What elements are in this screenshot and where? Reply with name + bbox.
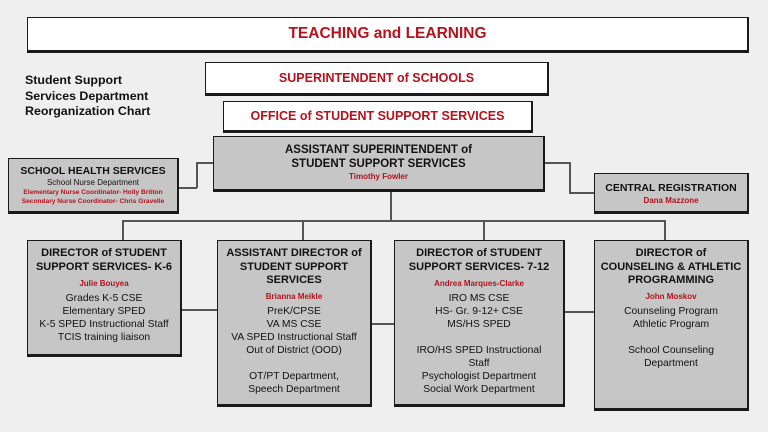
responsibility-item: Speech Department xyxy=(248,383,340,395)
responsibility-item: Psychologist Department xyxy=(421,371,537,382)
central-registration-box xyxy=(594,173,749,214)
connector-line xyxy=(196,162,213,164)
connector-line xyxy=(122,220,665,222)
central-registration-name: Dana Mazzone xyxy=(643,196,699,205)
teaching-learning-box xyxy=(27,17,749,53)
director-7-12-box xyxy=(394,240,565,407)
superintendent-box xyxy=(205,62,549,96)
responsibility-item: HS- Gr. 9-12+ CSE xyxy=(435,306,523,317)
director-name: Julie Bouyea xyxy=(79,279,129,288)
assistant-director-box xyxy=(217,240,372,407)
responsibility-item: VA MS CSE xyxy=(266,318,322,330)
director-name: John Moskov xyxy=(645,291,697,301)
director-title-line: DIRECTOR of STUDENT xyxy=(416,247,542,259)
responsibility-item: OT/PT Department, xyxy=(249,370,339,382)
asst-superintendent-name: Timothy Fowler xyxy=(349,172,408,181)
responsibility-item: K-5 SPED Instructional Staff xyxy=(39,319,169,330)
connector-line xyxy=(664,220,666,240)
office-title: OFFICE of STUDENT SUPPORT SERVICES xyxy=(250,109,505,123)
office-box xyxy=(223,101,533,133)
asst-superintendent-title-line: ASSISTANT SUPERINTENDENT of xyxy=(285,144,472,156)
director-title-line: STUDENT SUPPORT xyxy=(239,260,349,273)
responsibility-item: IRO/HS SPED Instructional xyxy=(416,345,542,356)
connector-line xyxy=(564,311,595,313)
director-name: Brianna Meikle xyxy=(265,291,323,301)
connector-line xyxy=(483,220,485,240)
responsibility-item: Athletic Program xyxy=(632,318,710,330)
asst-superintendent-box xyxy=(213,136,545,192)
director-title-line: ASSISTANT DIRECTOR of xyxy=(226,247,362,259)
director-title-line: PROGRAMMING xyxy=(627,274,715,286)
chart-title-line: Reorganization Chart xyxy=(25,104,151,118)
director-name: Andrea Marques-Clarke xyxy=(434,279,524,288)
responsibility-item: Counseling Program xyxy=(624,305,718,317)
director-title-line: COUNSELING & ATHLETIC xyxy=(600,260,742,273)
teaching-learning-title: TEACHING and LEARNING xyxy=(288,25,487,42)
school-health-title: SCHOOL HEALTH SERVICES xyxy=(20,165,166,177)
asst-superintendent-title-line: STUDENT SUPPORT SERVICES xyxy=(291,158,466,170)
director-title-line: SUPPORT SERVICES- K-6 xyxy=(35,260,173,273)
director-k6-box xyxy=(27,240,182,357)
chart-title-line: Services Department xyxy=(25,88,149,103)
director-counseling-box xyxy=(594,240,749,411)
responsibility-item: Staff xyxy=(468,358,490,369)
connector-line xyxy=(196,162,198,188)
responsibility-item: Social Work Department xyxy=(423,384,535,395)
connector-line xyxy=(181,309,218,311)
connector-line xyxy=(179,187,197,189)
responsibility-item: VA SPED Instructional Staff xyxy=(231,331,357,343)
director-title-line: SERVICES xyxy=(266,274,322,286)
superintendent-title: SUPERINTENDENT of SCHOOLS xyxy=(278,71,475,85)
chart-title-line: Student Support xyxy=(25,73,123,87)
responsibility-item: Elementary SPED xyxy=(62,306,146,317)
connector-line xyxy=(302,220,304,240)
responsibility-item: School Counseling xyxy=(628,344,714,356)
connector-line xyxy=(371,323,395,325)
connector-line xyxy=(569,192,594,194)
school-health-box xyxy=(8,158,179,214)
connector-line xyxy=(390,192,392,221)
responsibility-item: Department xyxy=(644,357,698,369)
connector-line xyxy=(569,162,571,193)
connector-line xyxy=(545,162,570,164)
responsibility-item: Grades K-5 CSE xyxy=(65,293,143,304)
responsibility-item: PreK/CPSE xyxy=(267,305,321,317)
connector-line xyxy=(122,220,124,240)
school-health-staff: Elementary Nurse Coordinator- Holly Britton xyxy=(23,189,163,196)
director-title-line: DIRECTOR of xyxy=(635,247,707,259)
chart-title xyxy=(25,73,150,120)
school-health-subtitle: School Nurse Department xyxy=(46,178,140,187)
school-health-staff: Secondary Nurse Coordinator- Chris Gravelle xyxy=(21,198,165,205)
responsibility-item: Out of District (OOD) xyxy=(246,344,342,356)
responsibility-item: TCIS training liaison xyxy=(57,332,151,343)
central-registration-title: CENTRAL REGISTRATION xyxy=(605,182,737,194)
director-title-line: SUPPORT SERVICES- 7-12 xyxy=(408,260,550,273)
responsibility-item: IRO MS CSE xyxy=(448,293,510,304)
director-title-line: DIRECTOR of STUDENT xyxy=(41,247,167,259)
responsibility-item: MS/HS SPED xyxy=(447,319,511,330)
